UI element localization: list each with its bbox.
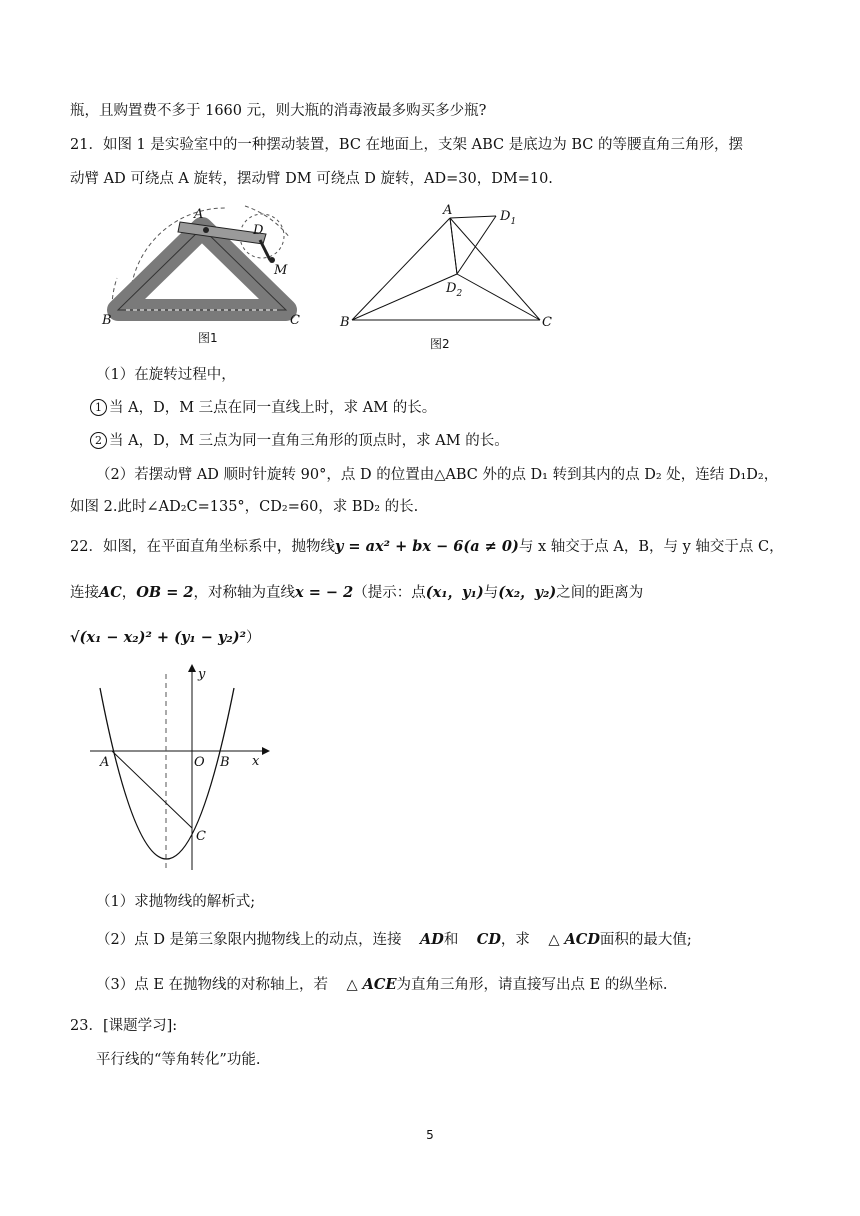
q22-p2-math-cd: CD	[476, 931, 501, 948]
fig1-caption: 图1	[198, 331, 218, 345]
q22-p2-text-d: 面积的最大值;	[599, 932, 692, 948]
q22-math-ac: AC	[99, 584, 122, 601]
q22-text-b6: 之间的距离为	[556, 585, 644, 601]
fig2-label-c: C	[542, 315, 552, 330]
circled-number-2: 2	[90, 432, 107, 449]
question-23-line-2: 平行线的“等角转化”功能.	[96, 1052, 261, 1068]
fig2-label-d1	[499, 209, 516, 227]
q22-text-b1: 连接	[70, 585, 99, 601]
question-21-part-1: （1）在旋转过程中，	[96, 367, 236, 383]
fig1-label-m: M	[274, 263, 288, 278]
figure-2-triangle	[330, 198, 570, 358]
q22-text-b5: 与	[483, 585, 499, 601]
fig3-label-a: A	[100, 755, 110, 770]
question-21-part-1-item-2	[90, 431, 509, 451]
figure-3-parabola	[84, 660, 274, 880]
q22-text-b4: （提示：点	[353, 585, 426, 601]
fig2-d2-sub: 2	[456, 289, 463, 299]
fig1-label-d: D	[253, 223, 264, 238]
q22-parabola-equation: y = ax² + bx − 6(a ≠ 0)	[334, 538, 519, 555]
q22-math-point-1: (x₁，y₁)	[425, 584, 484, 601]
q22-text-b3: ，对称轴为直线	[193, 585, 296, 601]
figure-1-swing-device	[90, 198, 320, 353]
question-21-line-1: 21．如图 1 是实验室中的一种摆动装置，BC 在地面上，支架 ABC 是底边为 BC 的等腰直角三角形，摆	[70, 137, 743, 153]
fig2-label-a: A	[443, 203, 453, 218]
q22-p2-math-triangle: △ ACD	[548, 931, 600, 948]
fig2-d1-sub: 1	[510, 217, 517, 227]
q22-math-point-2: (x₂，y₂)	[498, 584, 557, 601]
question-22-part-2	[96, 930, 692, 950]
question-23-line-1: 23．[课题学习]:	[70, 1018, 178, 1034]
question-22-part-3	[96, 975, 667, 995]
question-21-part-2-line-2: 如图 2.此时∠AD₂C=135°，CD₂=60，求 BD₂ 的长.	[70, 499, 419, 515]
q22-p3-text-b: 为直角三角形，请直接写出点 E 的纵坐标.	[396, 977, 668, 993]
q22-math-axis: x = − 2	[295, 584, 354, 601]
fig2-d1-letter: D	[500, 209, 511, 224]
fig3-label-y: y	[198, 667, 206, 682]
q22-p3-text-a: （3）点 E 在抛物线的对称轴上，若	[96, 977, 329, 993]
question-22-line-2	[70, 583, 643, 603]
fig2-label-b: B	[340, 315, 350, 330]
fig3-label-b: B	[220, 755, 230, 770]
fig2-caption: 图2	[430, 337, 450, 351]
fig3-label-o: O	[194, 755, 205, 770]
question-22-part-1: （1）求抛物线的解析式;	[96, 894, 256, 910]
question-22-line-1	[70, 537, 784, 557]
q22-p2-text-c: ，求	[500, 932, 530, 948]
fig2-label-d2	[445, 281, 462, 299]
text-line: 瓶，且购置费不多于 1660 元，则大瓶的消毒液最多购买多少瓶?	[70, 103, 487, 119]
q22-p2-math-ad: AD	[420, 931, 444, 948]
q22-math-ob: OB = 2	[136, 584, 194, 601]
q22-text-c-end: ）	[245, 630, 261, 646]
q22-text-b2: ，	[121, 585, 137, 601]
fig3-label-c: C	[196, 829, 206, 844]
question-21-part-1-item-1	[90, 398, 436, 418]
q22-distance-formula: √(x₁ − x₂)² + (y₁ − y₂)²	[70, 629, 246, 646]
item-2-text: 当 A，D，M 三点为同一直角三角形的顶点时，求 AM 的长。	[109, 433, 509, 449]
fig1-label-c: C	[290, 313, 300, 328]
q22-text-a2: 与 x 轴交于点 A，B，与 y 轴交于点 C，	[518, 539, 784, 555]
question-21-part-2-line-1: （2）若摆动臂 AD 顺时针旋转 90°，点 D 的位置由△ABC 外的点 D₁ 转到其内的点 D₂ 处，连结 D₁D₂，	[96, 467, 779, 483]
q22-p3-math-triangle: △ ACE	[346, 976, 397, 993]
page-number: 5	[426, 1128, 434, 1142]
fig1-label-a: A	[194, 207, 204, 222]
q22-p2-text-a: （2）点 D 是第三象限内抛物线上的动点，连接	[96, 932, 402, 948]
item-1-text: 当 A，D，M 三点在同一直线上时，求 AM 的长。	[109, 400, 437, 416]
question-21-line-2: 动臂 AD 可绕点 A 旋转，摆动臂 DM 可绕点 D 旋转，AD=30，DM=10.	[70, 171, 553, 187]
question-22-line-3	[70, 628, 260, 648]
fig2-d2-letter: D	[446, 281, 457, 296]
fig3-label-x: x	[252, 754, 260, 769]
circled-number-1: 1	[90, 399, 107, 416]
fig1-label-b: B	[102, 313, 112, 328]
q22-p2-text-b: 和	[443, 932, 459, 948]
q22-text-a1: 22．如图，在平面直角坐标系中，抛物线	[70, 539, 335, 555]
